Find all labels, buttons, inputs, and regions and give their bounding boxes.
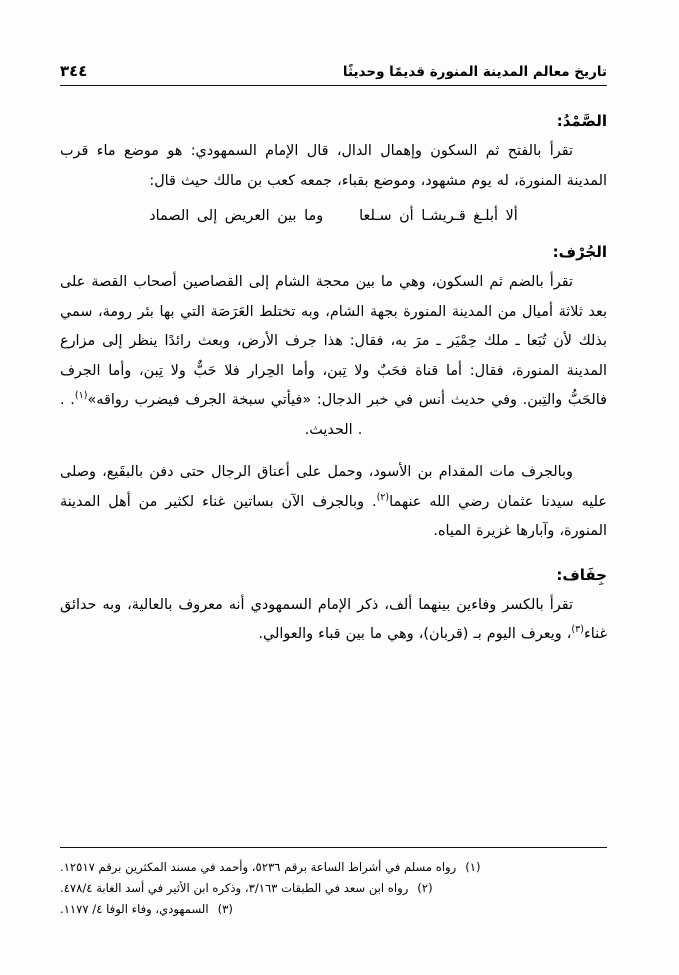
paragraph-jifaf-text: تقرأ بالكسر وفاءين بينهما ألف، ذكر الإمام السمهودي أنه معروف بالعالية، وبه حدائق غناء [60, 596, 607, 642]
body-text [60, 112, 607, 650]
paragraph-jifaf [60, 591, 607, 650]
footnote-item [60, 857, 607, 878]
paragraph-al-jurf-2 [60, 458, 607, 547]
footnote-text: السمهودي، وفاء الوفا ٤/ ١١٧٧. [60, 902, 209, 916]
footnote-marker: (٢) [417, 881, 433, 895]
running-head [60, 62, 607, 86]
book-title: تاريخ معالم المدينة المنورة قديمًا وحديثًا [342, 64, 607, 80]
page-content-area [60, 62, 607, 920]
footnotes-section [60, 847, 607, 920]
paragraph-jifaf-tail: ، ويعرف اليوم بـ (قربان)، وهي ما بين قباء والعوالي. [258, 626, 572, 642]
paragraph-al-jurf-2-tail: . وبالجرف الآن بساتين غناء لكثير من أهل المدينة المنورة، وآبارها غزيرة المياه. [60, 493, 607, 539]
footnote-separator [60, 847, 607, 848]
paragraph-al-jurf-1-tail: . . . الحديث. [60, 392, 363, 438]
page-number: ٣٤٤ [60, 62, 88, 80]
footnote-marker: (١) [465, 860, 481, 874]
footnote-ref-1[interactable]: (١) [74, 390, 88, 402]
entry-heading-al-jurf: الجُرْف: [552, 243, 607, 261]
paragraph-al-jurf-1 [60, 268, 607, 445]
footnote-text: رواه مسلم في أشراط الساعة برقم ٥٢٣٦، وأحمد في مسند المكثرين برقم ١٢٥١٧. [60, 860, 457, 874]
paragraph-al-jurf-1-text: تقرأ بالضم ثم السكون، وهي ما بين محجة الشام إلى القصاصين أصحاب القصة على بعد ثلاثة أميال من المدينة المنورة بجهة الشام، وبه تختلط العَرَصَة التي بها بئر رومة، سمي بذلك لأن تُبَعا ـ ملك حِمْيَر ـ مرَ به، فقال: هذا جرف الأرض، وبعث رائدًا ينظر إلى مزارع المدينة المنورة، فقال: أما قناة فحَبٌ ولا تِبن، وأما الحِرار فلا حَبٌّ ولا تِبن، وأما الجرف فالحَبُّ والتِبن. وفي حديث أنس في خبر الدجال: «فيأتي سبخة الجرف فيضرب رواقه» [60, 274, 607, 408]
footnote-item [60, 878, 607, 899]
paragraph-al-jurf-2-text: وبالجرف مات المقدام بن الأسود، وحمل على أعناق الرجال حتى دفن بالبقَيع، وصلى عليه سيدنا عثمان رضي الله عنهما [60, 464, 607, 510]
footnote-text: رواه ابن سعد في الطبقات ٣/١٦٣، وذكره ابن الأثير في أسد الغابة ٤٧٨/٤. [60, 881, 409, 895]
hemistich-second: وما بين العريض إلى الصماد [149, 208, 324, 224]
hemistich-first: ألا أبلـغ قـريشـا أن سـلعا [359, 208, 518, 224]
footnote-ref-3[interactable]: (٣) [571, 624, 584, 636]
entry-heading-as-samad: الصَّمْدُ: [556, 112, 607, 130]
footnote-ref-2[interactable]: (٢) [376, 491, 390, 503]
footnote-item [60, 899, 607, 920]
entry-heading-jifaf: جِفَاف: [556, 565, 607, 584]
footnote-marker: (٣) [217, 902, 233, 916]
paragraph-as-samad: تقرأ بالفتح ثم السكون وإهمال الدال، قال الإمام السمهودي: هو موضع ماء قرب المدينة المنورة، له يوم مشهود، وموضع بقباء، جمعه كعب بن مالك حيث قال: [60, 143, 607, 189]
verse-line [60, 208, 607, 224]
